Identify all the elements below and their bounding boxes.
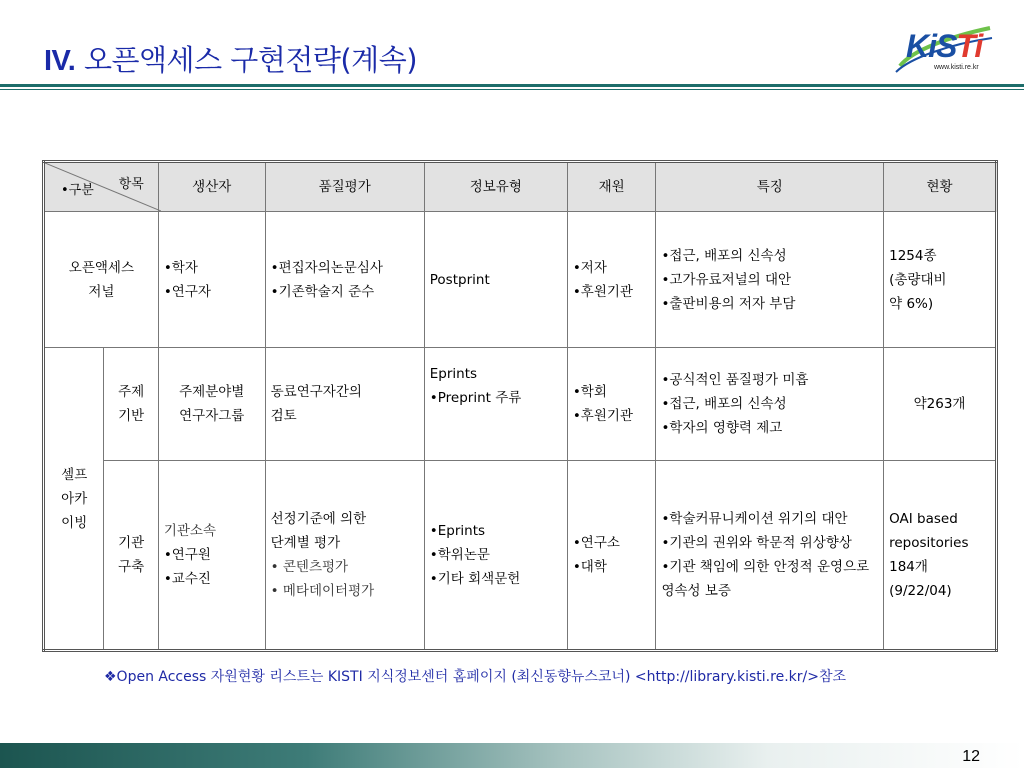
cell-producer: • 학자 • 연구자 (158, 212, 265, 348)
cell-producer: 주제분야별 연구자그룹 (158, 348, 265, 460)
cell-info-type: • Eprints • 학위논문 • 기타 회색문헌 (424, 460, 567, 650)
row-label-oa-journal: 오픈액세스 저널 (44, 212, 159, 348)
table-row (44, 348, 997, 460)
row-label-subject: 주제 기반 (104, 348, 158, 460)
cell-features: • 접근, 배포의 신속성 • 고가유료저널의 대안 • 출판비용의 저자 부담 (656, 212, 884, 348)
cell-info-type: Eprints • Preprint 주류 (424, 348, 567, 460)
page-number: 12 (962, 748, 980, 765)
cell-features: • 학술커뮤니케이션 위기의 대안 • 기관의 권위와 학문적 위상향상 • 기관 책임에 의한 안정적 운영으로 영속성 보증 (656, 460, 884, 650)
title-number: IV. (44, 45, 76, 77)
row-label-self-archiving: 셀프 아카 이빙 (44, 348, 104, 651)
title-text: 오픈액세스 구현전략(계속) (84, 43, 418, 77)
table-row (44, 460, 997, 650)
cell-status: OAI based repositories 184개 (9/22/04) (884, 460, 997, 650)
cell-funding: • 저자 • 후원기관 (567, 212, 656, 348)
cell-producer: 기관소속 • 연구원 • 교수진 (158, 460, 265, 650)
corner-top-label: 항목 (118, 177, 144, 192)
title-rule-thin (0, 89, 1024, 90)
footer-gradient-bar (0, 743, 1024, 768)
title-rule (0, 84, 1024, 87)
slide-title (44, 38, 417, 79)
header-features: 특징 (656, 162, 884, 212)
cell-info-type: Postprint (424, 212, 567, 348)
header-row (44, 162, 997, 212)
corner-cell (44, 162, 159, 212)
header-quality: 품질평가 (265, 162, 424, 212)
cell-quality: 동료연구자간의 검토 (265, 348, 424, 460)
header-info-type: 정보유형 (424, 162, 567, 212)
cell-quality: 선정기준에 의한 단계별 평가 • 콘텐츠평가 • 메타데이터평가 (265, 460, 424, 650)
corner-bottom-label: • 구분 (61, 179, 94, 203)
header-funding: 재원 (567, 162, 656, 212)
cell-features: • 공식적인 품질평가 미흡 • 접근, 배포의 신속성 • 학자의 영향력 제고 (656, 348, 884, 460)
cell-status: 1254종 (총량대비 약 6%) (884, 212, 997, 348)
cell-status: 약263개 (884, 348, 997, 460)
logo-brand: KiSTi (906, 28, 983, 64)
header-producer: 생산자 (158, 162, 265, 212)
table-row (44, 212, 997, 348)
cell-funding: • 학회 • 후원기관 (567, 348, 656, 460)
logo-url: www.kisti.re.kr (934, 64, 979, 71)
kisti-logo (892, 14, 996, 78)
footnote-link-text: ❖Open Access 자원현황 리스트는 KISTI 지식정보센터 홈페이지 (최신동향뉴스코너) <http://library.kisti.re.kr/>참조 (104, 669, 847, 685)
cell-quality: • 편집자의논문심사 • 기존학술지 준수 (265, 212, 424, 348)
header-status: 현황 (884, 162, 997, 212)
cell-funding: • 연구소 • 대학 (567, 460, 656, 650)
row-label-institution: 기관 구축 (104, 460, 158, 650)
comparison-table (42, 160, 998, 652)
